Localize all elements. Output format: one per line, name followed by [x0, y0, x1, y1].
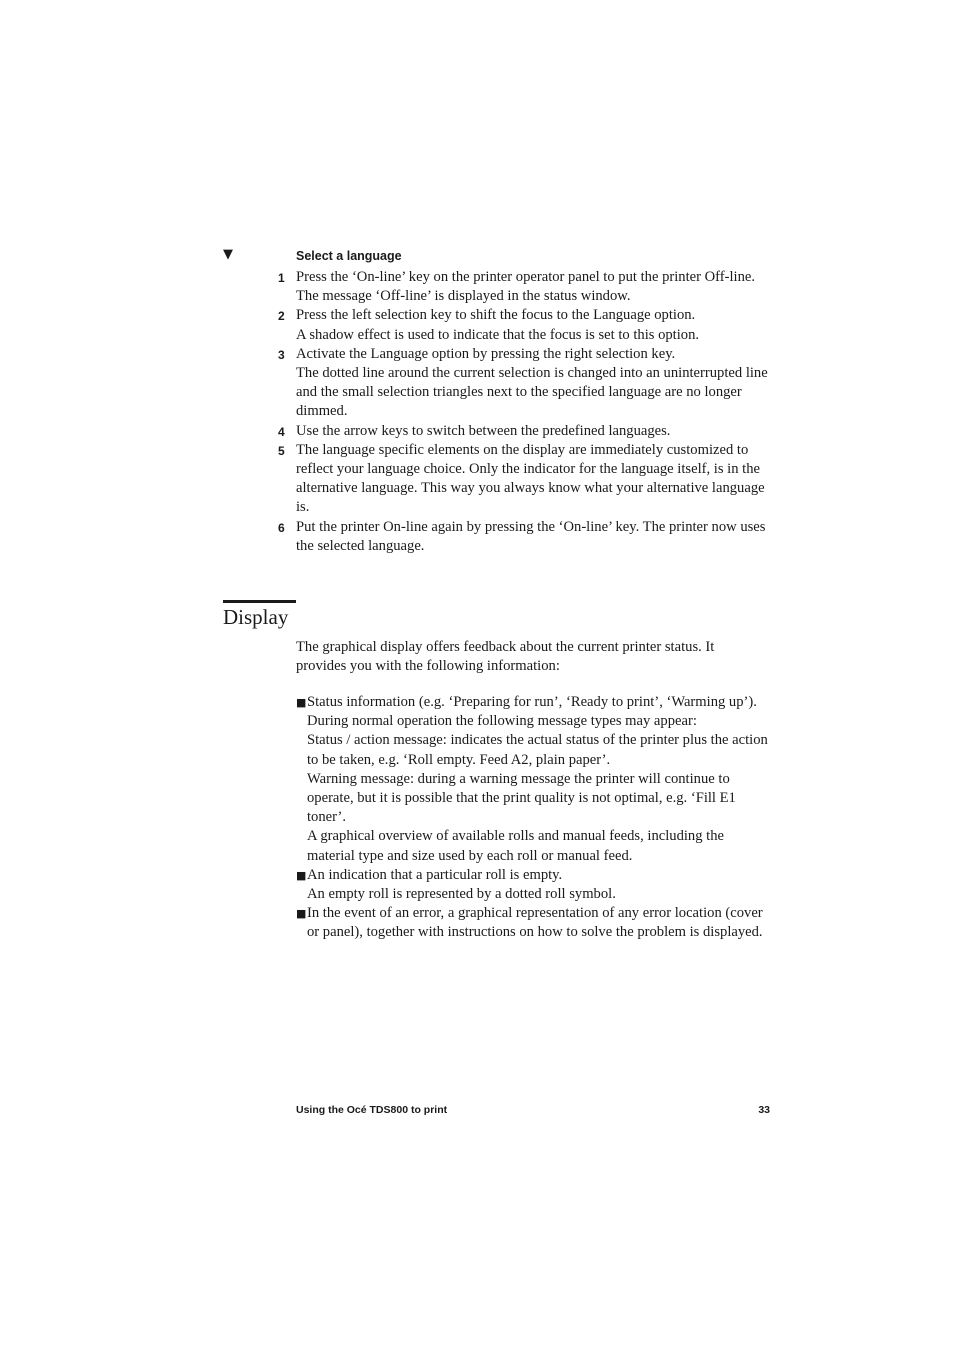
step-number: 4: [278, 424, 285, 439]
footer-title: Using the Océ TDS800 to print: [296, 1104, 448, 1116]
procedure-title: Select a language: [296, 249, 402, 263]
procedure-steps: [278, 268, 773, 556]
bullet-item: [296, 866, 774, 904]
bullet-text: Warning message: during a warning message the printer will continue to operate, but it is possible that the print quality is not optimal, e.g. ‘Fill E1 toner’.: [307, 770, 736, 826]
bullet-text: An indication that a particular roll is empty.: [307, 866, 563, 883]
bullet-item: [296, 904, 774, 942]
step-5: [278, 441, 773, 518]
step-1: [278, 268, 773, 306]
square-bullet-icon: ■: [296, 868, 307, 882]
step-number: 1: [278, 271, 285, 285]
step-number: 2: [278, 309, 285, 324]
step-4: [278, 422, 773, 441]
procedure-triangle-icon: ▼: [223, 247, 233, 262]
bullet-text: During normal operation the following message types may appear:: [307, 713, 697, 730]
info-bullet-list: [296, 693, 774, 943]
step-text: Use the arrow keys to switch between the predefined languages.: [296, 422, 671, 439]
step-text: The language specific elements on the display are immediately customized to reflect your language choice. Only the indicator for the language itself, is in the alternative language. This way you always know what your alternative language is.: [296, 441, 765, 516]
bullet-item: [296, 693, 774, 866]
bullet-text: Status / action message: indicates the actual status of the printer plus the action to be taken, e.g. ‘Roll empty. Feed A2, plain paper’.: [307, 732, 768, 768]
square-bullet-icon: ■: [296, 696, 307, 709]
page-number: 33: [758, 1104, 770, 1116]
section-title: Display: [223, 605, 289, 629]
step-number: 6: [278, 520, 285, 535]
step-6: [278, 518, 773, 556]
step-number: 5: [278, 443, 285, 458]
section-divider: [223, 600, 296, 603]
bullet-text: An empty roll is represented by a dotted roll symbol.: [307, 886, 616, 903]
step-text: A shadow effect is used to indicate that the focus is set to this option.: [296, 326, 700, 343]
step-text: Activate the Language option by pressing the right selection key.: [296, 345, 676, 362]
step-text: Press the ‘On-line’ key on the printer operator panel to put the printer Off-line.: [296, 269, 756, 285]
bullet-text: A graphical overview of available rolls and manual feeds, including the material type and size used by each roll or manual feed.: [307, 828, 724, 864]
step-text: The message ‘Off-line’ is displayed in the status window.: [296, 288, 631, 305]
square-bullet-icon: ■: [296, 907, 307, 921]
step-2: [278, 306, 773, 344]
step-text: The dotted line around the current selection is changed into an uninterrupted line and the small selection triangles next to the specified language are no longer dimmed.: [296, 365, 768, 420]
step-text: Put the printer On-line again by pressing the ‘On-line’ key. The printer now uses the selected language.: [296, 518, 766, 554]
step-3: [278, 345, 773, 422]
bullet-text: Status information (e.g. ‘Preparing for run’, ‘Ready to print’, ‘Warming up’).: [307, 694, 757, 710]
step-text: Press the left selection key to shift the focus to the Language option.: [296, 307, 696, 324]
section-intro: The graphical display offers feedback about the current printer status. It provides you with the following information:: [296, 639, 715, 675]
step-number: 3: [278, 347, 285, 362]
bullet-text: In the event of an error, a graphical representation of any error location (cover or panel), together with instructions on how to solve the problem is displayed.: [307, 905, 763, 941]
